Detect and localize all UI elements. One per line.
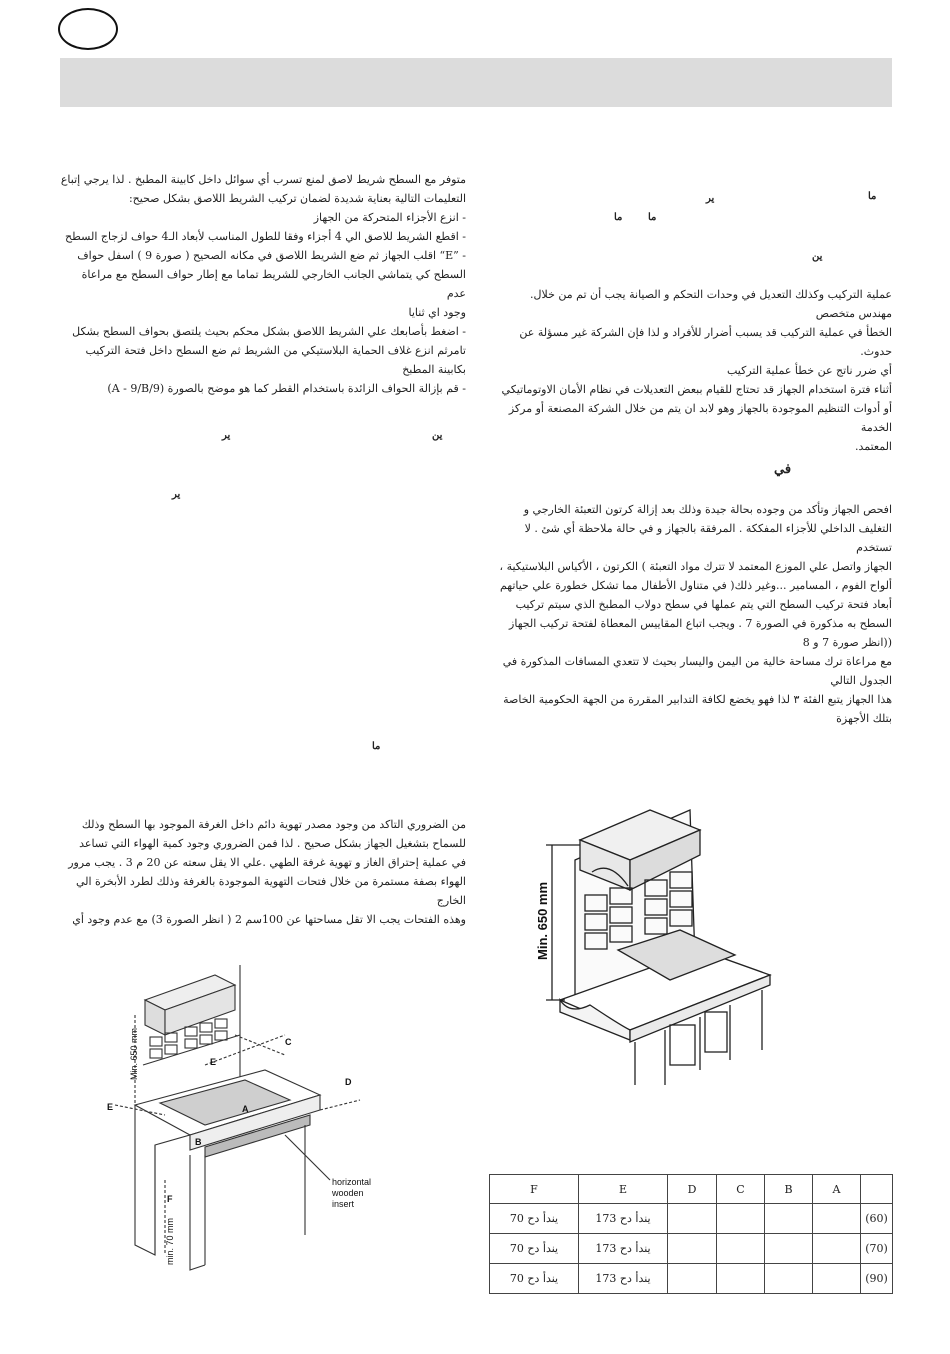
table-row <box>490 1264 893 1294</box>
paragraph: أي ضرر ناتج عن خطأ عملية التركيب <box>727 364 892 377</box>
paragraph: - قم بإزالة الحواف الزائدة باستخدام القطر كما هو موضح بالصورة (9/A - 9/B) <box>107 382 466 395</box>
table-cell <box>813 1234 861 1264</box>
label-E: E <box>210 1057 217 1067</box>
paragraph: السطح به مذكورة في الصورة 7 . ويجب اتباع المقاييس المعطاة لفتحة تركيب الجهاز <box>509 617 892 630</box>
min-70-label: min. 70 mm <box>165 1217 175 1265</box>
header-cell: F <box>490 1175 579 1204</box>
header-cell: E <box>579 1175 668 1204</box>
table-cell <box>717 1204 765 1234</box>
paragraph: الجهاز واتصل علي الموزع المعتمد لا تترك مواد التعبئة ) الكرتون ، الأكياس البلاستيكية ، <box>499 560 892 573</box>
paragraph: التغليف الداخلي للأجزاء المفككة . المرفقة بالجهاز و في حالة ملاحظة أي شئ . لا تستخدم <box>524 522 892 554</box>
min-650-label: Min. 650 mm <box>535 881 550 960</box>
paragraph: - اقطع الشريط للاصق الي 4 أجزاء وفقا للطول المناسب لأبعاد الـ4 حواف لزجاج السطح <box>65 230 466 243</box>
paragraph: بكابينة المطبخ <box>402 363 466 376</box>
label-A: A <box>242 1104 249 1114</box>
table-cell: يندأ دح 70 <box>490 1234 579 1264</box>
heading-fragment: ير <box>172 489 181 500</box>
header-cell: D <box>668 1175 717 1204</box>
table-row <box>490 1234 893 1264</box>
distances-table <box>489 1174 893 1294</box>
table-cell <box>765 1264 813 1294</box>
header-cell: A <box>813 1175 861 1204</box>
insert-label-line1: horizontal <box>332 1177 372 1187</box>
paragraph: التعليمات التالية بعناية شديدة لضمان تركيب الشريط اللاصق بشكل صحيح: <box>128 192 466 205</box>
table-cell <box>668 1204 717 1234</box>
paragraph: المعتمد. <box>854 440 892 453</box>
heading-fragment: ما <box>868 191 877 202</box>
label-E: E <box>107 1102 114 1112</box>
inspection-section <box>488 500 892 728</box>
heading-fragment: ير <box>222 430 231 441</box>
table-cell: يندأ دح 173 <box>579 1234 668 1264</box>
table-cell: يندأ دح 173 <box>579 1264 668 1294</box>
insert-label-line2: wooden <box>332 1188 364 1198</box>
table-header-row <box>490 1175 893 1204</box>
paragraph: تامرثم انزع غلاف الحماية البلاستيكي من الشريط ثم ضع السطح داخل فتحة التركيب <box>85 344 466 357</box>
table-cell: (60) <box>861 1204 893 1234</box>
paragraph: ألواح الفوم ، المسامير ...وغير ذلك( في متناول الأطفال مما تشكل خطورة علي حياتهم <box>499 579 892 592</box>
min-650-label: Min. 650 mm <box>129 1027 139 1080</box>
heading-fragment: ين <box>812 251 823 262</box>
table-cell <box>717 1264 765 1294</box>
paragraph: وهذه الفتحات يجب الا تقل مساحتها عن 100سم 2 ( انظر الصورة 3) مع عدم وجود أي <box>72 913 466 926</box>
title-bar <box>60 58 892 107</box>
table-cell <box>813 1204 861 1234</box>
paragraph: عملية التركيب وكذلك التعديل في وحدات التحكم و الصيانة يجب أن تم من خلال. <box>530 288 892 301</box>
label-D: D <box>345 1077 352 1087</box>
paragraph: الخارج <box>436 894 466 907</box>
table-cell: (70) <box>861 1234 893 1264</box>
paragraph: من الضروري التاكد من وجود مصدر تهوية دائم داخل الغرفة الموجود بها السطح وذلك <box>81 818 466 831</box>
header-cell: C <box>717 1175 765 1204</box>
table-cell: يندأ دح 173 <box>579 1204 668 1234</box>
heading-fragment: ما <box>648 212 657 223</box>
paragraph: في عملية إحتراق الغاز و تهوية غرفة الطهي .علي الا يقل سعته عن 20 م 3 . يجب مرور <box>68 856 466 869</box>
table-cell: يندأ دح 70 <box>490 1204 579 1234</box>
paragraph: مع مراعاة ترك مساحة خالية من اليمن واليسار بحيث لا تتعدي المسافات المذكورة في <box>502 655 892 668</box>
table-row <box>490 1204 893 1234</box>
paragraph: الخطأ في عملية التركيب قد يسبب أضرار للأفراد و لذا فإن الشركة غير مسؤلة عن حدوث. <box>519 326 892 358</box>
table-cell <box>813 1264 861 1294</box>
language-oval <box>58 8 118 50</box>
paragraph: أبعاد فتحة تركيب السطح التي يتم عملها في سطح دولاب المطبخ الذي سيتم تركيب <box>515 598 892 611</box>
installation-section <box>488 285 892 456</box>
paragraph: - انزع الأجزاء المتحركة من الجهاز <box>313 211 466 224</box>
table-cell <box>668 1234 717 1264</box>
paragraph: وجود اي ثنايا <box>408 306 466 319</box>
heading-fragment: ما <box>614 212 623 223</box>
heading-fragment: ين <box>432 430 443 441</box>
paragraph: أو أدوات التنظيم الموجودة بالجهاز وهو لابد ان يتم من خلال الشركة المصنعة أو مركز الخدمة <box>508 402 892 434</box>
paragraph: - اضغط بأصابعك علي الشريط اللاصق بشكل محكم بحيث يلتصق بحواف السطح بشكل <box>72 325 466 338</box>
paragraph: ((انظر صورة 7 و 8 <box>802 636 892 649</box>
paragraph: السطح كي يتماشي الجانب الخارجي للشريط تماما مع إطار حواف السطح مع مراعاة عدم <box>81 268 466 300</box>
cabinet-installation-figure <box>95 965 415 1285</box>
heading-fragment: في <box>774 462 792 477</box>
table-cell <box>717 1234 765 1264</box>
hood-clearance-figure <box>530 800 780 1090</box>
insert-label-line3: insert <box>332 1199 355 1209</box>
heading-fragment: ما <box>372 741 381 752</box>
paragraph: - ”E“ اقلب الجهاز ثم ضع الشريط اللاصق في مكانه الصحيح ( صورة 9 ) اسفل حواف <box>77 249 466 262</box>
ventilation-section <box>60 815 466 929</box>
paragraph: بتلك الأجهزة <box>836 712 892 725</box>
paragraph: هذا الجهاز يتبع الفئة ٣ لذا فهو يخضع لكافة التدابير المقررة من الجهة الحكومية الخاصة <box>503 693 892 706</box>
tape-section <box>60 170 466 398</box>
heading-fragment: ير <box>706 193 715 204</box>
paragraph: الهواء بصفة مستمرة من خلال فتحات التهوية الموجودة بالغرفة وذلك لطرد الأبخرة الي <box>75 875 466 888</box>
label-C: C <box>285 1037 292 1047</box>
paragraph: مهندس متخصص <box>815 307 892 320</box>
label-B: B <box>195 1137 202 1147</box>
label-F: F <box>167 1194 173 1204</box>
paragraph: أثناء فترة استخدام الجهاز قد تحتاج للقيام ببعض التعديلات في نظام الأمان الاوتوماتيكي <box>501 383 892 396</box>
header-cell: B <box>765 1175 813 1204</box>
table-cell <box>668 1264 717 1294</box>
paragraph: الجدول التالي <box>830 674 892 687</box>
paragraph: افحص الجهاز وتأكد من وجوده بحالة جيدة وذلك بعد إزالة كرتون التعبئة الخارجي و <box>523 503 892 516</box>
paragraph: متوفر مع السطح شريط لاصق لمنع تسرب أي سوائل داخل كابينة المطبخ . لذا يرجي إتباع <box>60 173 466 186</box>
table-cell <box>765 1234 813 1264</box>
table-cell: (90) <box>861 1264 893 1294</box>
paragraph: للسماح بتشغيل الجهاز بشكل صحيح . لذا فمن الضروري وجود كمية الهواء التي تساعد <box>79 837 466 850</box>
table-cell: يندأ دح 70 <box>490 1264 579 1294</box>
header-cell <box>861 1175 893 1204</box>
table-cell <box>765 1204 813 1234</box>
